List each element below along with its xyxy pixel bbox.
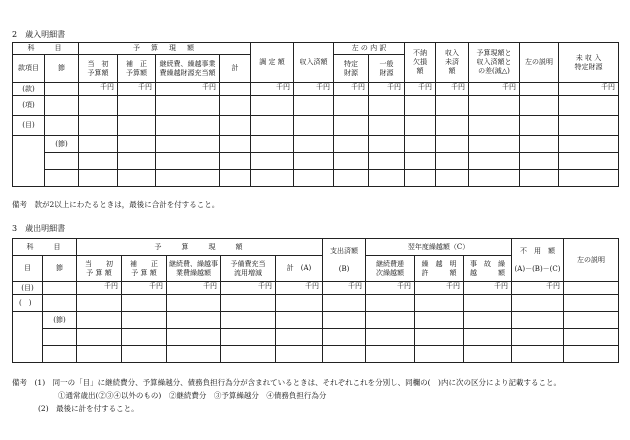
- row-label-kou: (項): [13, 96, 45, 116]
- unit-cell: 千円: [156, 83, 220, 96]
- header-yobi: 予備費充当 流用増減: [221, 256, 276, 282]
- unit-cell: 千円: [415, 282, 464, 295]
- header-shunyu-zumi: 収入済額: [294, 43, 334, 83]
- header-shishutsu: 支出済額 (B): [323, 239, 366, 282]
- expenditure-detail-table: [12, 238, 619, 363]
- unit-cell: 千円: [276, 282, 323, 295]
- header-keizoku: 継続費、繰越事業 費繰越財源充当額: [156, 55, 220, 83]
- header-yosan-gengaku: 予 算 現 額: [79, 43, 251, 55]
- header-jiko: 事 故 繰 越 額: [464, 256, 512, 282]
- unit-cell: 千円: [118, 83, 156, 96]
- revenue-detail-table: [12, 42, 619, 187]
- header-setsu: 節: [45, 55, 79, 83]
- header-moku: 目: [13, 256, 43, 282]
- row-label-paren: ( ): [13, 295, 43, 312]
- header-mishunyu: 未 収 入 特定財源: [559, 43, 619, 83]
- header-hosei: 補 正 予 算 額: [122, 256, 167, 282]
- header-kou: 款項目: [13, 55, 45, 83]
- cell: [564, 282, 619, 295]
- section-title-expenditure: 3 歳出明細書: [12, 224, 66, 233]
- header-keizoku-kurikoshi: 継続費逓 次繰越額: [366, 256, 415, 282]
- cell: [45, 83, 79, 96]
- row-label-setsu: (節): [45, 136, 79, 153]
- cell: [43, 282, 77, 295]
- cell: [220, 83, 251, 96]
- unit-cell: 千円: [77, 282, 122, 295]
- header-choutei: 調 定 額: [251, 43, 294, 83]
- row-label-kan: (款): [13, 83, 45, 96]
- header-tousho: 当 初 予 算 額: [77, 256, 122, 282]
- unit-cell: 千円: [512, 282, 564, 295]
- unit-cell: 千円: [405, 83, 436, 96]
- header-setsumei: 左の説明: [564, 239, 619, 282]
- header-fuyou: 不 用 額 (A)－(B)－(C): [512, 239, 564, 282]
- header-setsu: 節: [43, 256, 77, 282]
- expenditure-note-3: (2) 最後に計を付すること。: [38, 404, 139, 413]
- unit-cell: 千円: [323, 282, 366, 295]
- unit-cell: 千円: [334, 83, 369, 96]
- row-label-moku: (目): [13, 116, 45, 136]
- header-kamoku: 科 目: [13, 239, 77, 256]
- revenue-note: 備考 款が2以上にわたるときは，最後に合計を付すること。: [12, 200, 220, 209]
- unit-cell: 千円: [469, 83, 520, 96]
- header-kurikoshi-meikyo: 繰 越 明 許 額: [415, 256, 464, 282]
- unit-cell: 千円: [366, 282, 415, 295]
- header-funou: 不納 欠損 額: [405, 43, 436, 83]
- header-kei: 計: [220, 55, 251, 83]
- unit-cell: 千円: [294, 83, 334, 96]
- unit-cell: 千円: [221, 282, 276, 295]
- expenditure-note-1: 備考 (1) 同一の「目」に継続費分、予算繰越分、債務負担行為分が含まれているときは、それぞれこれを分別し、同欄の( )内に次の区分により記載すること。: [12, 378, 561, 387]
- unit-cell: 千円: [251, 83, 294, 96]
- header-sonouchi: 左 の 内 訳: [334, 43, 405, 55]
- header-tousho: 当 初 予算額: [79, 55, 118, 83]
- header-kamoku: 科 目: [13, 43, 79, 55]
- header-ippan: 一般 財源: [369, 55, 405, 83]
- header-yosan-sa: 予算現額と 収入済額と の差(減△): [469, 43, 520, 83]
- unit-cell: 千円: [122, 282, 167, 295]
- header-hosei: 補 正 予算額: [118, 55, 156, 83]
- header-keizoku: 継続費、繰越事 業費繰越額: [167, 256, 221, 282]
- unit-cell: 千円: [559, 83, 619, 96]
- cell: [520, 83, 559, 96]
- unit-cell: 千円: [79, 83, 118, 96]
- unit-cell: 千円: [464, 282, 512, 295]
- header-setsumei: 左の説明: [520, 43, 559, 83]
- unit-cell: 千円: [436, 83, 469, 96]
- header-kei: 計 (A): [276, 256, 323, 282]
- expenditure-note-2: ①通常歳出(②③④以外のもの) ②継続費分 ③予算繰越分 ④債務負担行為分: [58, 391, 327, 400]
- row-label-moku: (目): [13, 282, 43, 295]
- section-title-revenue: 2 歳入明細書: [12, 30, 66, 39]
- unit-cell: 千円: [369, 83, 405, 96]
- row-label-setsu: (節): [43, 312, 77, 329]
- header-yokunendo: 翌年度繰越額（C）: [366, 239, 512, 256]
- header-shunyu-mi: 収入 未済 額: [436, 43, 469, 83]
- header-tokutei: 特定 財源: [334, 55, 369, 83]
- unit-cell: 千円: [167, 282, 221, 295]
- header-yosan-gengaku: 予 算 現 額: [77, 239, 323, 256]
